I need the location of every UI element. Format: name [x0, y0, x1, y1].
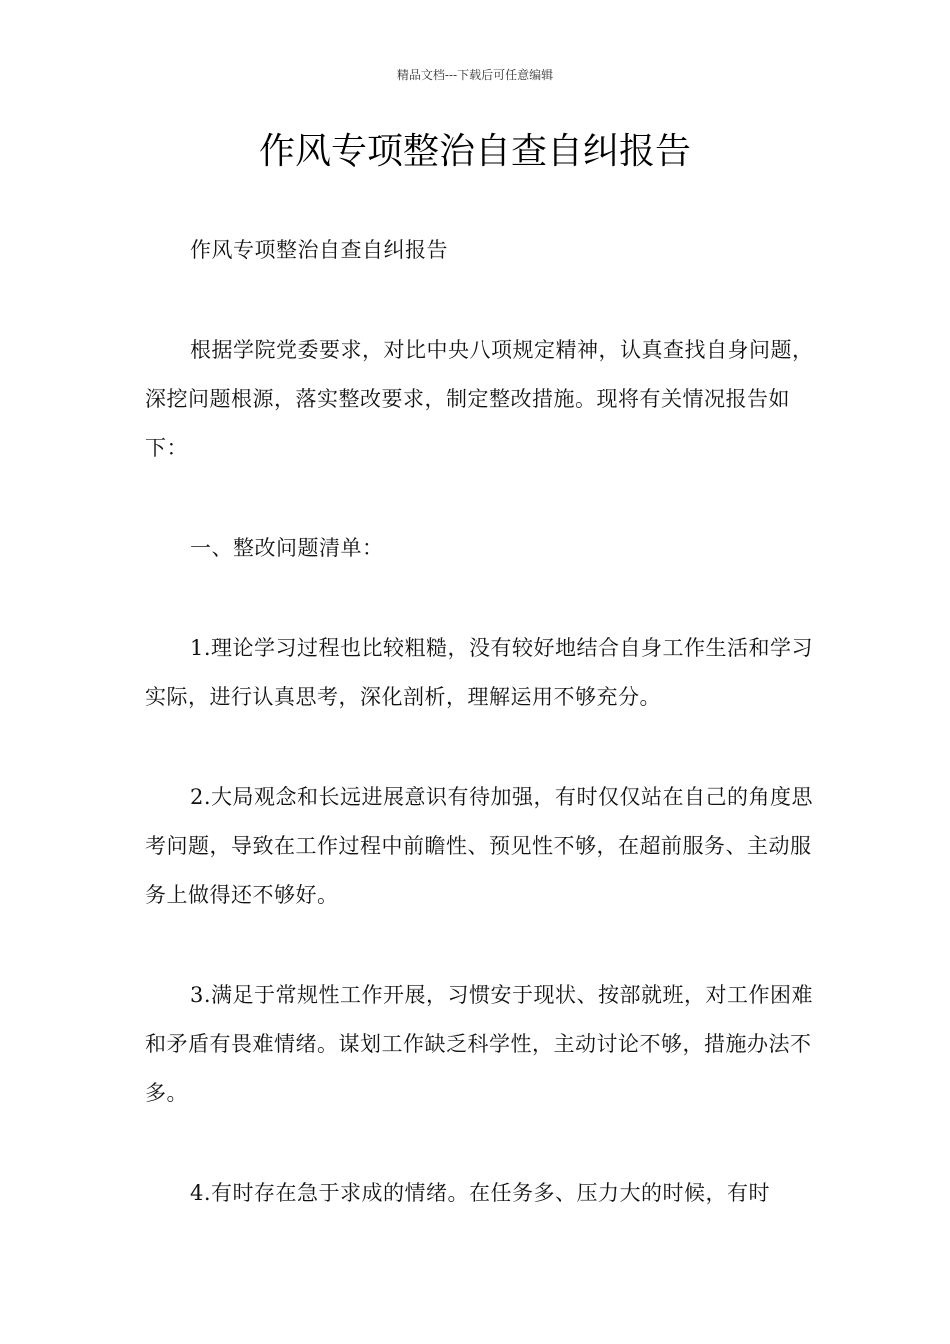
paragraph-section-heading: 一、整改问题清单： — [190, 536, 384, 560]
paragraph-item-2: 2.大局观念和长远进展意识有待加强，有时仅仅站在自己的角度思考问题，导致在工作过程中前瞻性、预见性不够，在超前服务、主动服务上做得还不够好。 — [145, 785, 814, 907]
paragraph-intro: 根据学院党委要求，对比中央八项规定精神，认真查找自身问题，深挖问题根源，落实整改要求，制定整改措施。现将有关情况报告如下： — [145, 338, 814, 460]
paragraph-item-1: 1.理论学习过程也比较粗糙，没有较好地结合自身工作生活和学习实际，进行认真思考，深化剖析，理解运用不够充分。 — [145, 636, 814, 709]
paragraph-item-4: 4.有时存在急于求成的情绪。在任务多、压力大的时候，有时 — [190, 1181, 771, 1205]
header-note: 精品文档---下载后可任意编辑 — [396, 68, 554, 82]
document-title: 作风专项整治自查自纠报告 — [258, 131, 691, 172]
paragraph-item-3: 3.满足于常规性工作开展，习惯安于现状、按部就班，对工作困难和矛盾有畏难情绪。谋划工作缺乏科学性，主动讨论不够，措施办法不多。 — [145, 983, 814, 1105]
document-body — [145, 226, 815, 1269]
paragraph-subtitle: 作风专项整治自查自纠报告 — [190, 238, 448, 262]
